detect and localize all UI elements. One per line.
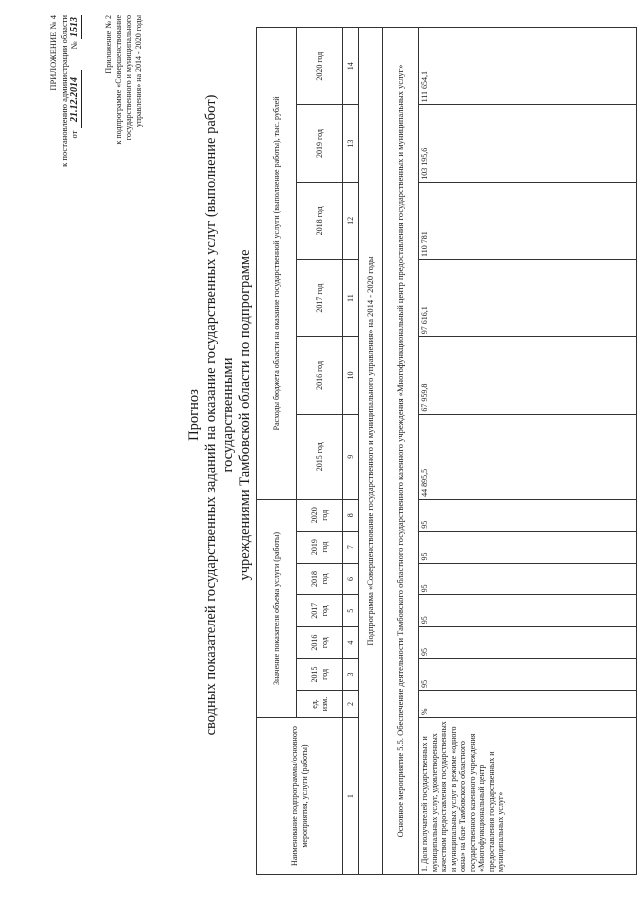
service-unit: %	[419, 690, 637, 717]
appendix-4-date-line	[69, 15, 82, 205]
col-num: 4	[343, 627, 359, 659]
header-year: 2019 год	[297, 105, 343, 182]
col-num: 1	[343, 718, 359, 875]
appendix-2-title: Приложение № 2	[104, 15, 113, 74]
col-num: 7	[343, 531, 359, 563]
date-value: 21.12.2014	[70, 71, 82, 129]
service-name: 1. Доля получателей государственных и муниципальных услуг, удовлетворенных качеством предоставления государственных и муниципальных услуг в режиме «одного окна» на базе Тамбовского областного государственного казенного учреждения «Многофункциональный центр предоставления государственных и муниципальных услуг»	[419, 718, 637, 875]
column-number-row	[343, 28, 359, 875]
col-num: 5	[343, 595, 359, 627]
appendix-4-block	[48, 15, 82, 205]
col-num: 13	[343, 105, 359, 182]
header-year: 2020 год	[297, 28, 343, 105]
appendix-2-line: к подпрограмме «Совершенствование	[114, 15, 123, 145]
volume-value: 95	[419, 499, 637, 531]
forecast-table	[256, 27, 637, 875]
program-row: Подпрограмма «Совершенствование государственного и муниципального управления» на 2014 - 2020 годы	[359, 28, 383, 875]
expense-value: 110 781	[419, 182, 637, 259]
number-value: 1513	[69, 17, 80, 37]
expense-value: 103 195,6	[419, 105, 637, 182]
title-line-3: учреждениями Тамбовской области по подпрограмме	[237, 249, 253, 581]
appendix-2-line: управления» на 2014 - 2020 годы	[134, 15, 143, 128]
header-year: 2017 год	[297, 260, 343, 337]
header-year: 2018 год	[297, 182, 343, 259]
col-num: 11	[343, 260, 359, 337]
header-year: 2019 год	[297, 531, 343, 563]
measure-row: Основное мероприятие 5.5. Обеспечение деятельности Тамбовского областного государственного казенного учреждения «Многофункциональный центр предоставления государственных и муниципальных услуг»	[383, 28, 419, 875]
volume-value: 95	[419, 595, 637, 627]
col-num: 9	[343, 414, 359, 499]
appendix-4-subtitle: к постановлению администрации области	[58, 15, 69, 167]
volume-value: 95	[419, 659, 637, 691]
header-year: 2018 год	[297, 563, 343, 595]
expense-value: 111 654,1	[419, 28, 637, 105]
date-prefix: от	[69, 130, 79, 139]
header-year: 2020 год	[297, 499, 343, 531]
col-num: 6	[343, 563, 359, 595]
number-prefix: №	[69, 41, 79, 50]
header-name: Наименование подпрограммы/основного мероприятия, услуги (работы)	[257, 718, 343, 875]
appendix-4-title: ПРИЛОЖЕНИЕ № 4	[48, 15, 58, 91]
table-row	[419, 28, 637, 875]
header-volume: Значение показателя объема услуги (работы)	[257, 499, 297, 717]
col-num: 10	[343, 337, 359, 414]
expense-value: 97 616,1	[419, 260, 637, 337]
expense-value: 67 959,8	[419, 337, 637, 414]
appendix-2-line: государственного и муниципального	[124, 15, 133, 141]
volume-value: 95	[419, 627, 637, 659]
col-num: 12	[343, 182, 359, 259]
header-unit: ед. изм.	[297, 690, 343, 717]
expense-value: 44 895,5	[419, 414, 637, 499]
header-expense: Расходы бюджета области на оказание государственной услуги (выполнение работы), тыс. рублей	[257, 28, 297, 500]
col-num: 2	[343, 690, 359, 717]
col-num: 14	[343, 28, 359, 105]
document-title	[186, 75, 254, 755]
col-num: 8	[343, 499, 359, 531]
header-year: 2015 год	[297, 659, 343, 691]
header-year: 2016 год	[297, 337, 343, 414]
col-num: 3	[343, 659, 359, 691]
header-year: 2017 год	[297, 595, 343, 627]
header-year: 2015 год	[297, 414, 343, 499]
volume-value: 95	[419, 531, 637, 563]
volume-value: 95	[419, 563, 637, 595]
header-year: 2016 год	[297, 627, 343, 659]
title-line-1: Прогноз	[186, 389, 202, 441]
title-line-2: сводных показателей государственных заданий на оказание государственных услуг (выполнение работ) государственными	[203, 94, 236, 736]
appendix-2-block	[104, 15, 144, 193]
